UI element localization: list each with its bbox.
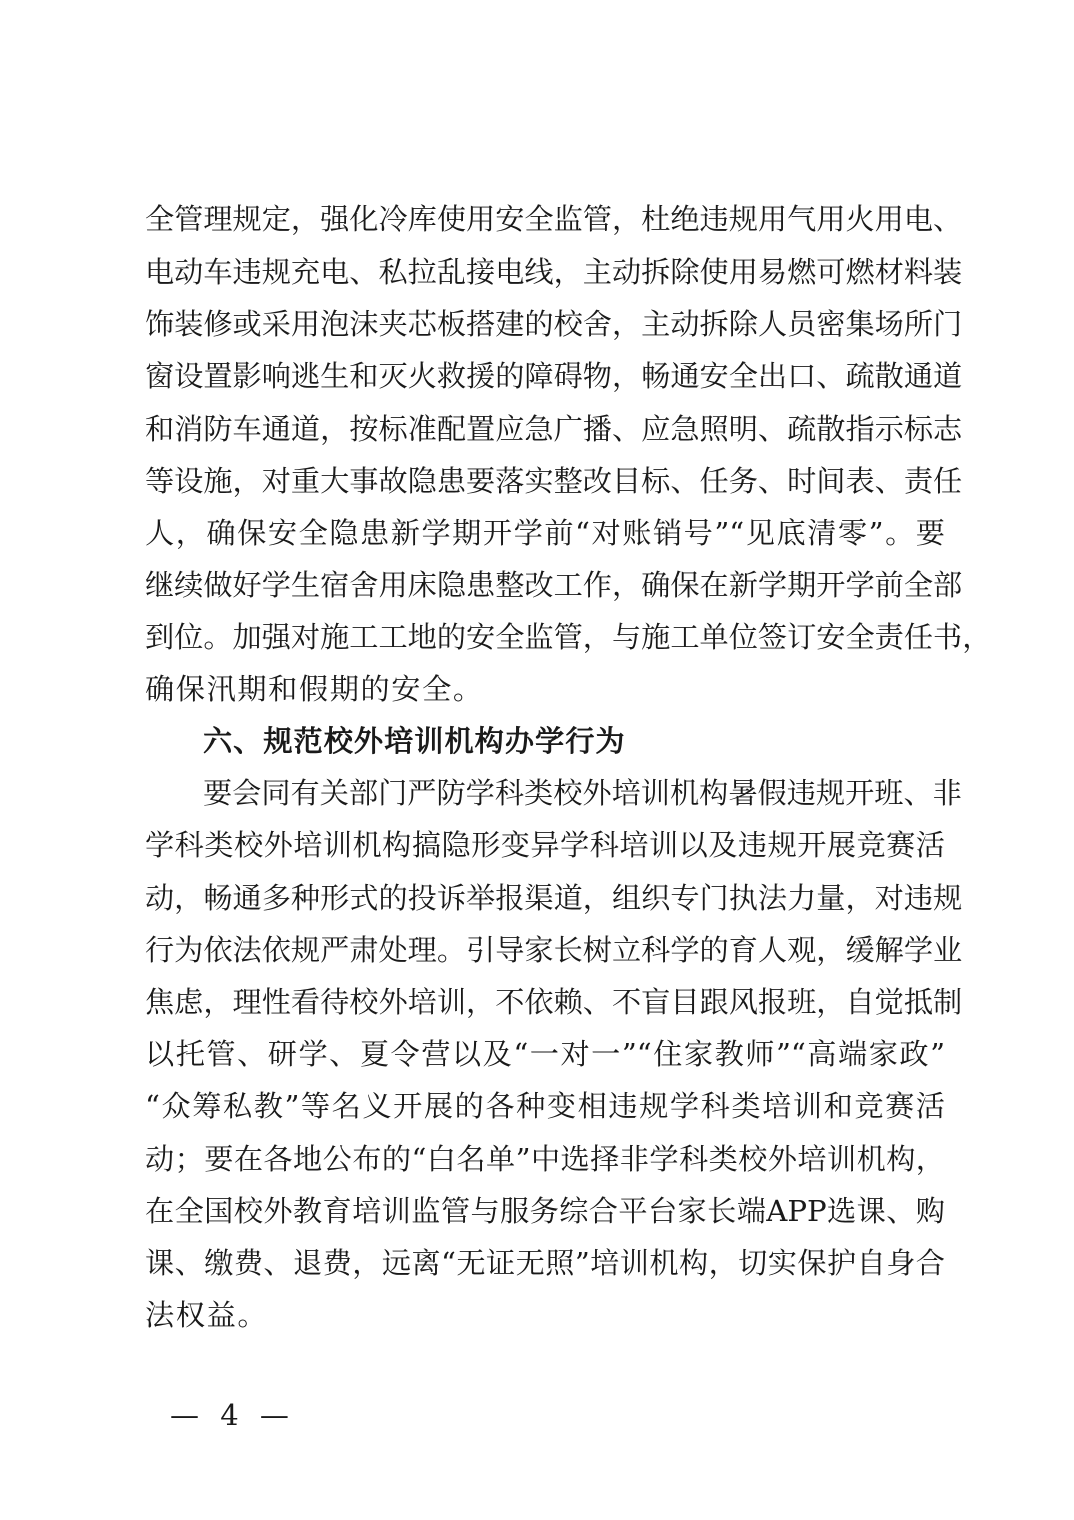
body-line: 以托管、研学、夏令营以及“一对一”“住家教师”“高端家政” <box>145 1037 945 1071</box>
body-line: 电动车违规充电、私拉乱接电线，主动拆除使用易燃可燃材料装 <box>145 255 963 289</box>
body-line-last: 确保汛期和假期的安全。 <box>145 672 484 706</box>
body-line: 动；要在各地公布的“白名单”中选择非学科类校外培训机构， <box>145 1142 945 1176</box>
body-line: 在全国校外教育培训监管与服务综合平台家长端APP选课、购 <box>145 1194 945 1228</box>
body-line: 学科类校外培训机构搞隐形变异学科培训以及违规开展竞赛活 <box>145 828 945 862</box>
body-line: 饰装修或采用泡沫夹芯板搭建的校舍，主动拆除人员密集场所门 <box>145 307 963 341</box>
body-line: 人，确保安全隐患新学期开学前“对账销号”“见底清零”。要 <box>145 516 945 550</box>
body-line: 继续做好学生宿舍用床隐患整改工作，确保在新学期开学前全部 <box>145 568 963 602</box>
body-line: 行为依法依规严肃处理。引导家长树立科学的育人观，缓解学业 <box>145 933 963 967</box>
body-line-last: 法权益。 <box>145 1298 269 1332</box>
body-line: “众筹私教”等名义开展的各种变相违规学科类培训和竞赛活 <box>145 1089 945 1123</box>
body-line: 全管理规定，强化冷库使用安全监管，杜绝违规用气用火用电、 <box>145 202 963 236</box>
body-line: 动，畅通多种形式的投诉举报渠道，组织专门执法力量，对违规 <box>145 881 963 915</box>
body-line: 到位。加强对施工工地的安全监管，与施工单位签订安全责任书， <box>145 620 992 654</box>
body-line: 焦虑，理性看待校外培训，不依赖、不盲目跟风报班，自觉抵制 <box>145 985 963 1019</box>
body-line: 和消防车通道，按标准配置应急广播、应急照明、疏散指示标志 <box>145 412 963 446</box>
body-line-indented: 要会同有关部门严防学科类校外培训机构暑假违规开班、非 <box>203 776 962 810</box>
body-line: 窗设置影响逃生和灭火救援的障碍物，畅通安全出口、疏散通道 <box>145 359 963 393</box>
body-line: 课、缴费、退费，远离“无证无照”培训机构，切实保护自身合 <box>145 1246 945 1280</box>
section-heading: 六、规范校外培训机构办学行为 <box>203 724 626 758</box>
body-line: 等设施，对重大事故隐患要落实整改目标、任务、时间表、责任 <box>145 464 963 498</box>
page-number: — 4 — <box>170 1398 295 1432</box>
